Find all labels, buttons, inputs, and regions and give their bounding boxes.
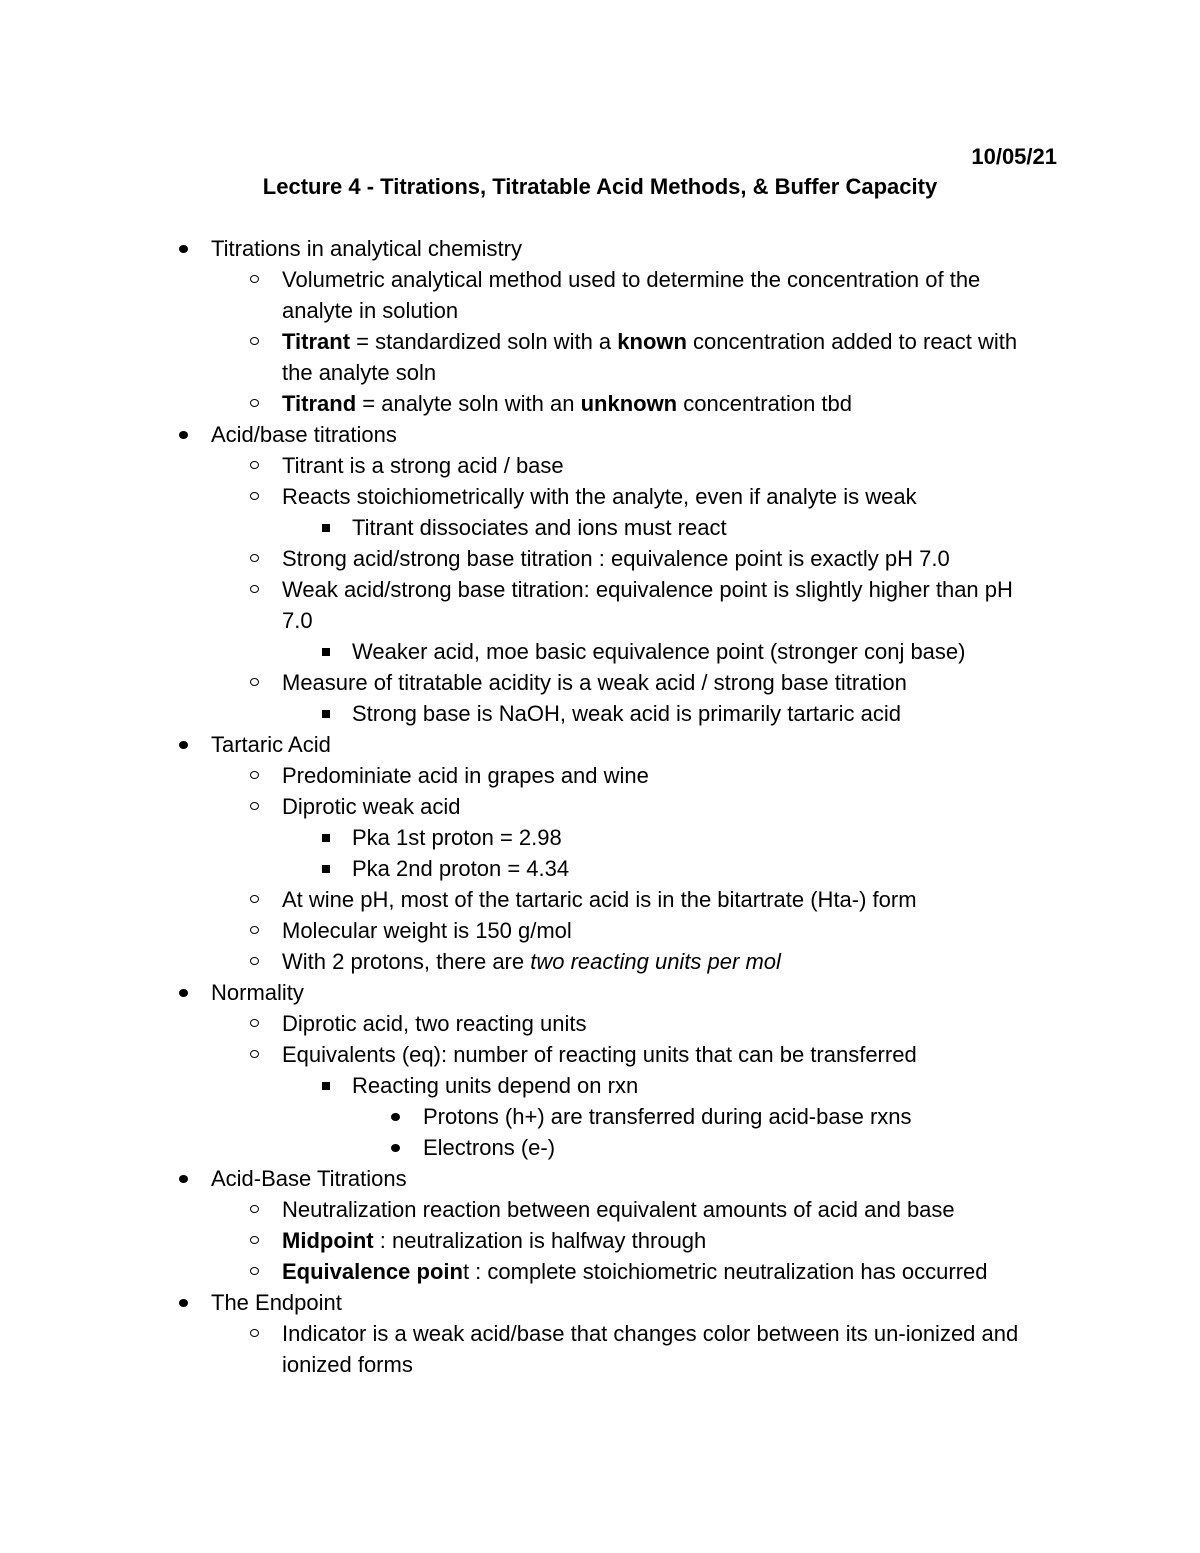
section-heading: Tartaric Acid <box>211 732 331 757</box>
square-bullet-icon <box>320 1070 340 1101</box>
disc-bullet-icon <box>179 419 199 450</box>
list-item <box>282 574 1042 636</box>
list-item <box>282 667 1042 698</box>
section-heading: The Endpoint <box>211 1290 342 1315</box>
disc-bullet-icon <box>179 1287 199 1318</box>
item-text: Titrant is a strong acid / base <box>282 453 564 478</box>
circle-bullet-icon <box>250 1256 270 1287</box>
list-item <box>282 760 1042 791</box>
circle-bullet-icon <box>250 1194 270 1225</box>
item-text: Weak acid/strong base titration: equivalence point is slightly higher than pH 7.0 <box>282 577 1013 633</box>
item-text: Predominiate acid in grapes and wine <box>282 763 649 788</box>
list-item <box>352 1070 1042 1101</box>
disc-bullet-icon <box>179 233 199 264</box>
item-text-italic: two reacting units per mol <box>530 949 781 974</box>
list-item <box>352 698 1042 729</box>
term-bold: known <box>617 329 687 354</box>
list-item <box>282 1318 1042 1380</box>
list-item <box>282 450 1042 481</box>
item-text: Diprotic weak acid <box>282 794 461 819</box>
list-item <box>282 388 1042 419</box>
circle-bullet-icon <box>250 481 270 512</box>
term-bold: Titrand <box>282 391 357 416</box>
item-text: Titrant dissociates and ions must react <box>352 515 727 540</box>
list-item <box>282 884 1042 915</box>
circle-bullet-icon <box>250 1039 270 1070</box>
circle-bullet-icon <box>250 760 270 791</box>
item-text: Volumetric analytical method used to determine the concentration of the analyte in solution <box>282 267 981 323</box>
term-bold: Titrant <box>282 329 351 354</box>
lecture-date: 10/05/21 <box>971 144 1057 169</box>
item-text: Reacting units depend on rxn <box>352 1073 639 1098</box>
circle-bullet-icon <box>250 884 270 915</box>
section-heading: Acid/base titrations <box>211 422 397 447</box>
item-text: concentration tbd <box>677 391 853 416</box>
list-item <box>282 1225 1042 1256</box>
list-item <box>282 1008 1042 1039</box>
list-item <box>423 1101 1043 1132</box>
square-bullet-icon <box>320 822 340 853</box>
item-text: With 2 protons, there are <box>282 949 531 974</box>
list-item <box>282 1256 1042 1287</box>
circle-bullet-icon <box>250 791 270 822</box>
circle-bullet-icon <box>250 1318 270 1349</box>
circle-bullet-icon <box>250 1008 270 1039</box>
square-bullet-icon <box>320 853 340 884</box>
square-bullet-icon <box>320 512 340 543</box>
circle-bullet-icon <box>250 450 270 481</box>
section-heading: Acid-Base Titrations <box>211 1166 407 1191</box>
circle-bullet-icon <box>250 667 270 698</box>
list-item <box>352 822 1042 853</box>
list-item <box>282 791 1042 822</box>
list-item <box>282 1194 1042 1225</box>
list-item <box>282 481 1042 512</box>
list-item <box>211 419 1041 450</box>
item-text: : neutralization is halfway through <box>373 1228 707 1253</box>
list-item <box>211 977 1041 1008</box>
item-text: Pka 2nd proton = 4.34 <box>352 856 570 881</box>
page-title: Lecture 4 - Titrations, Titratable Acid Methods, & Buffer Capacity <box>262 174 938 199</box>
circle-bullet-icon <box>250 915 270 946</box>
term-bold: Equivalence poin <box>282 1259 463 1284</box>
disc-bullet-icon <box>391 1132 411 1163</box>
list-item <box>352 853 1042 884</box>
disc-bullet-icon <box>179 729 199 760</box>
item-text: t : complete stoichiometric neutralization has occurred <box>462 1259 988 1284</box>
item-text: At wine pH, most of the tartaric acid is in the bitartrate (Hta-) form <box>282 887 917 912</box>
item-text: concentration added to react with the analyte soln <box>282 329 1018 385</box>
list-item <box>352 636 1042 667</box>
list-item <box>282 1039 1042 1070</box>
disc-bullet-icon <box>179 977 199 1008</box>
circle-bullet-icon <box>250 326 270 357</box>
disc-bullet-icon <box>391 1101 411 1132</box>
circle-bullet-icon <box>250 946 270 977</box>
list-item <box>211 1163 1041 1194</box>
item-text: Molecular weight is 150 g/mol <box>282 918 572 943</box>
list-item <box>282 946 1042 977</box>
list-item <box>282 915 1042 946</box>
square-bullet-icon <box>320 636 340 667</box>
notes-body <box>0 233 1200 1380</box>
circle-bullet-icon <box>250 264 270 295</box>
item-text: Strong base is NaOH, weak acid is primarily tartaric acid <box>352 701 901 726</box>
item-text: Indicator is a weak acid/base that changes color between its un-ionized and ionized forms <box>282 1321 1019 1377</box>
list-item <box>211 729 1041 760</box>
item-text: Diprotic acid, two reacting units <box>282 1011 587 1036</box>
square-bullet-icon <box>320 698 340 729</box>
list-item <box>211 233 1041 264</box>
item-text: Weaker acid, moe basic equivalence point (stronger conj base) <box>352 639 966 664</box>
circle-bullet-icon <box>250 574 270 605</box>
list-item <box>352 512 1042 543</box>
circle-bullet-icon <box>250 543 270 574</box>
section-heading: Normality <box>211 980 304 1005</box>
item-text: Measure of titratable acidity is a weak acid / strong base titration <box>282 670 907 695</box>
circle-bullet-icon <box>250 1225 270 1256</box>
item-text: = standardized soln with a <box>350 329 618 354</box>
item-text: Electrons (e-) <box>423 1135 556 1160</box>
item-text: Pka 1st proton = 2.98 <box>352 825 562 850</box>
disc-bullet-icon <box>179 1163 199 1194</box>
list-item <box>282 326 1042 388</box>
list-item <box>423 1132 1043 1163</box>
item-text: = analyte soln with an <box>356 391 581 416</box>
list-item <box>211 1287 1041 1318</box>
item-text: Reacts stoichiometrically with the analyte, even if analyte is weak <box>282 484 917 509</box>
item-text: Neutralization reaction between equivalent amounts of acid and base <box>282 1197 955 1222</box>
term-bold: Midpoint <box>282 1228 374 1253</box>
section-heading: Titrations in analytical chemistry <box>211 236 522 261</box>
circle-bullet-icon <box>250 388 270 419</box>
list-item <box>282 543 1042 574</box>
item-text: Equivalents (eq): number of reacting units that can be transferred <box>282 1042 917 1067</box>
list-item <box>282 264 1042 326</box>
item-text: Strong acid/strong base titration : equivalence point is exactly pH 7.0 <box>282 546 950 571</box>
item-text: Protons (h+) are transferred during acid-base rxns <box>423 1104 912 1129</box>
term-bold: unknown <box>580 391 678 416</box>
